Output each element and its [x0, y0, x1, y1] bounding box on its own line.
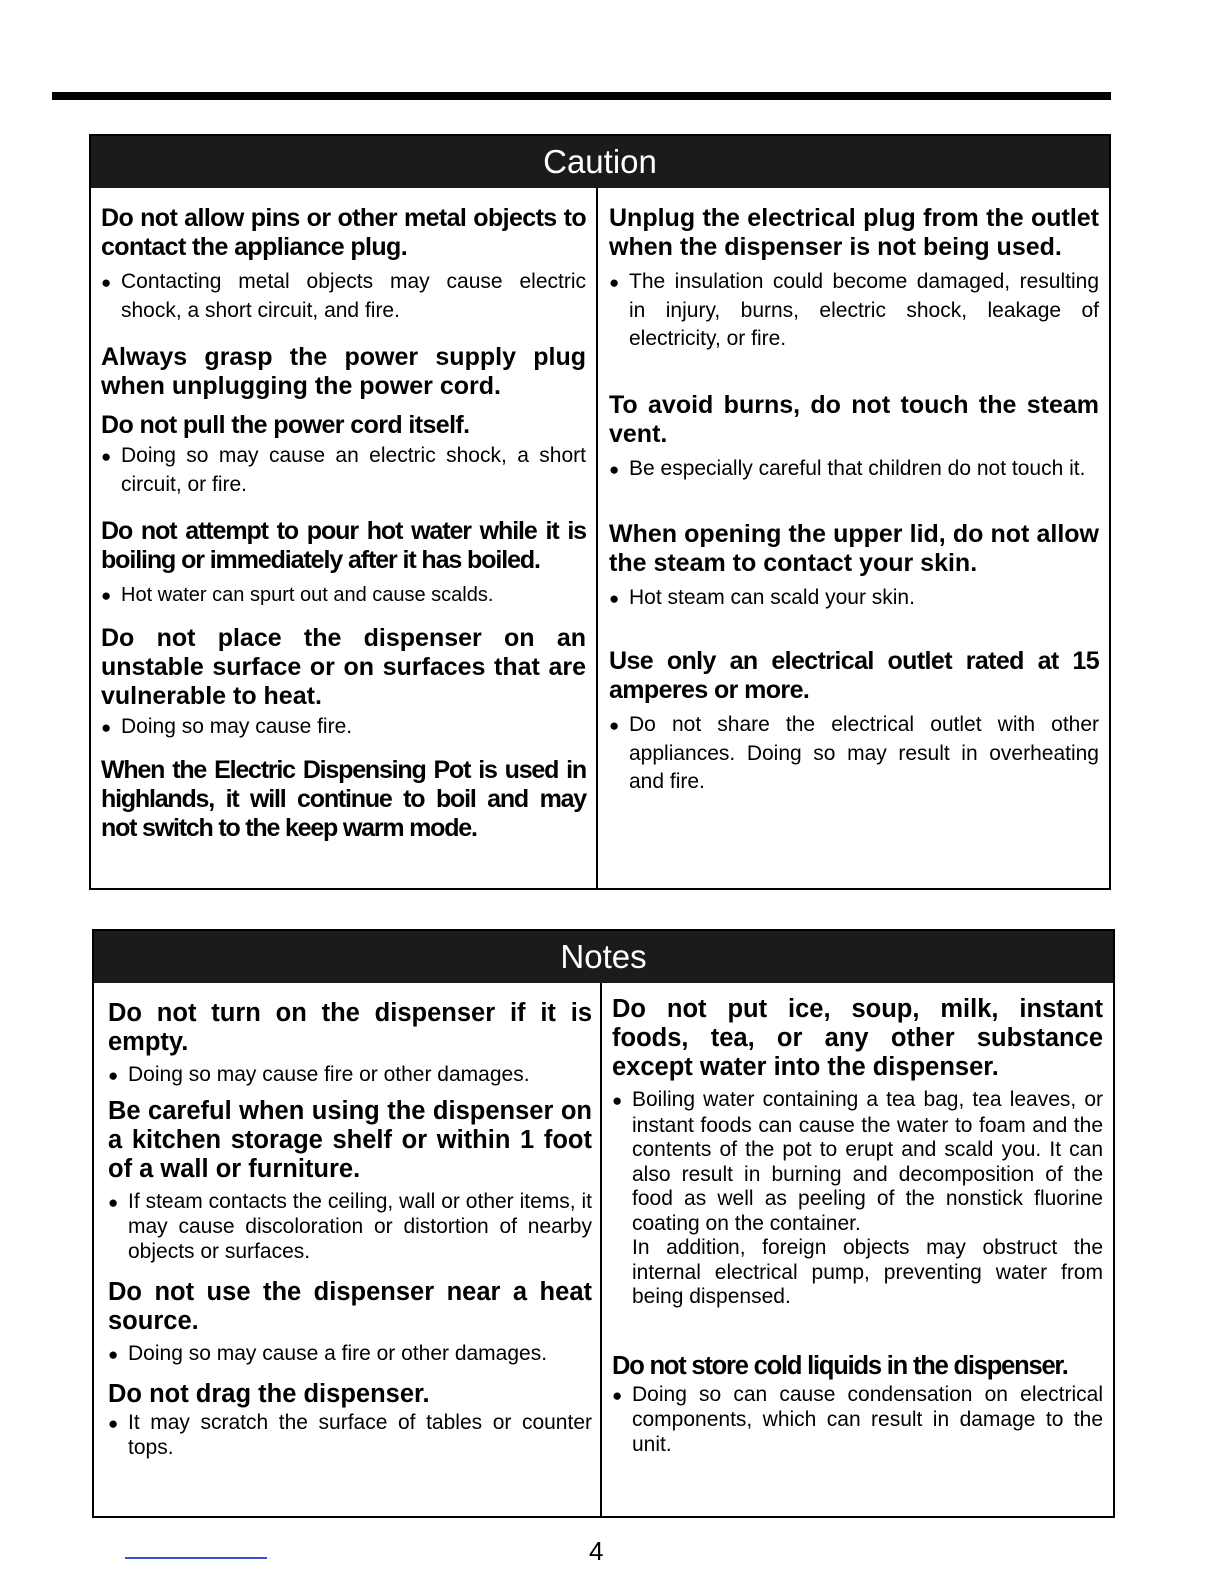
caution-box [89, 134, 1111, 890]
notes-item [612, 1352, 1103, 1458]
notes-title: Notes [94, 931, 1113, 983]
footer-rule [125, 1557, 267, 1559]
notes-right-column [602, 983, 1113, 1516]
notes-heading: Do not put ice, soup, milk, instant foods, tea, or any other substance except water into the dispenser. [612, 995, 1103, 1081]
notes-heading: Be careful when using the dispenser on a kitchen storage shelf or within 1 foot of a wall or furniture. [108, 1096, 592, 1183]
caution-heading: To avoid burns, do not touch the steam vent. [609, 391, 1099, 448]
notes-item [108, 1380, 592, 1461]
notes-item [108, 999, 592, 1089]
caution-bullet: ● The insulation could become damaged, resulting in injury, burns, electric shock, leakage of electricity, or fire. [609, 268, 1099, 353]
caution-item [609, 204, 1099, 353]
notes-box [92, 929, 1115, 1518]
caution-heading: Do not attempt to pour hot water while it is boiling or immediately after it has boiled. [101, 517, 586, 574]
caution-heading: Always grasp the power supply plug when unplugging the power cord. [101, 343, 586, 400]
caution-item [101, 756, 586, 843]
caution-heading: Unplug the electrical plug from the outlet when the dispenser is not being used. [609, 204, 1099, 261]
caution-item [609, 391, 1099, 484]
notes-heading: Do not drag the dispenser. [108, 1379, 430, 1408]
caution-title: Caution [91, 136, 1109, 188]
caution-heading: Do not place the dispenser on an unstable surface or on surfaces that are vulnerable to heat. [101, 624, 586, 710]
caution-bullet: ● Hot water can spurt out and cause scalds. [101, 581, 586, 610]
caution-heading: Use only an electrical outlet rated at 15 amperes or more. [609, 647, 1099, 704]
caution-heading: Do not pull the power cord itself. [101, 411, 470, 439]
notes-heading: Do not use the dispenser near a heat source. [108, 1278, 592, 1335]
caution-item [101, 624, 586, 742]
caution-bullet: ● Be especially careful that children do not touch it. [609, 455, 1099, 484]
caution-right-column [598, 188, 1109, 888]
notes-item [108, 1097, 592, 1265]
caution-bullet: ● Contacting metal objects may cause electric shock, a short circuit, and fire. [101, 268, 586, 325]
notes-bullet: ● Doing so may cause a fire or other damages. [108, 1342, 592, 1368]
notes-heading: Do not store cold liquids in the dispenser. [612, 1351, 1068, 1380]
notes-bullet: ● Doing so can cause condensation on electrical components, which can result in damage to the unit. [612, 1383, 1103, 1458]
caution-heading: When the Electric Dispensing Pot is used in highlands, it will continue to boil and may not switch to the keep warm mode. [101, 756, 586, 842]
notes-heading: Do not turn on the dispenser if it is empty. [108, 999, 592, 1056]
caution-item [101, 343, 586, 401]
caution-item [609, 520, 1099, 613]
caution-bullet: ● Do not share the electrical outlet with other appliances. Doing so may result in overheating and fire. [609, 711, 1099, 796]
notes-bullet: ● It may scratch the surface of tables or counter tops. [108, 1411, 592, 1461]
caution-bullet: ● Hot steam can scald your skin. [609, 584, 1099, 613]
notes-bullet-continuation: In addition, foreign objects may obstruct the internal electrical pump, preventing water from being dispensed. [632, 1236, 1103, 1308]
notes-bullet: ● If steam contacts the ceiling, wall or other items, it may cause discoloration or distortion of nearby objects or surfaces. [108, 1190, 592, 1265]
caution-item [101, 411, 586, 499]
caution-bullet: ● Doing so may cause an electric shock, a short circuit, or fire. [101, 442, 586, 499]
caution-item [101, 517, 586, 610]
caution-item [609, 647, 1099, 796]
notes-bullet: ● Doing so may cause fire or other damages. [108, 1063, 592, 1089]
notes-bullet: ● Boiling water containing a tea bag, tea leaves, or instant foods can cause the water to foam and the contents of the pot to erupt and scald you. It can also result in burning and decomposition of the food as well as peeling of the nonstick fluorine coating on the container. [612, 1088, 1103, 1236]
caution-bullet: ● Doing so may cause fire. [101, 713, 586, 742]
caution-item [101, 204, 586, 325]
caution-left-column [91, 188, 598, 888]
caution-heading: When opening the upper lid, do not allow the steam to contact your skin. [609, 520, 1099, 577]
page-number: 4 [589, 1536, 604, 1566]
notes-item [108, 1278, 592, 1368]
notes-left-column [94, 983, 602, 1516]
top-rule [52, 92, 1111, 100]
notes-item [612, 995, 1103, 1310]
caution-heading: Do not allow pins or other metal objects to contact the appliance plug. [101, 204, 586, 261]
